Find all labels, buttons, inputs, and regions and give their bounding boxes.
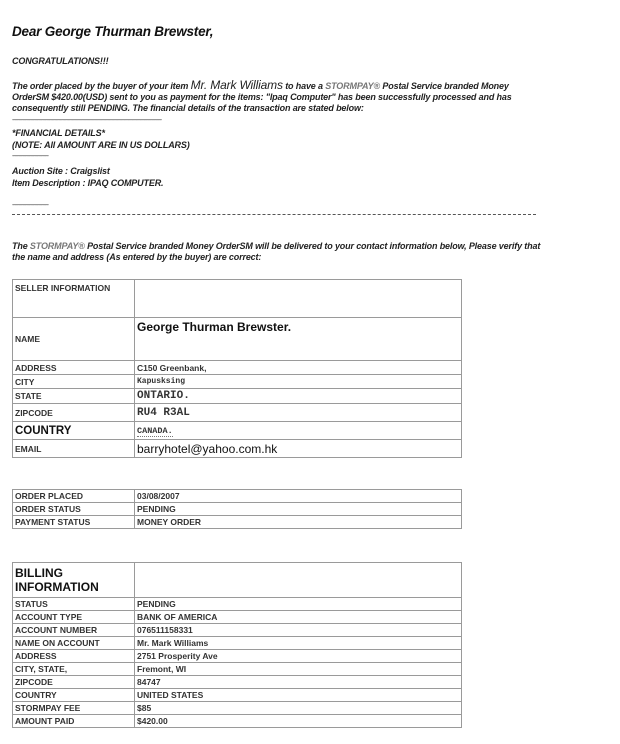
verify-paragraph-line1 bbox=[12, 241, 617, 252]
table-value: 03/08/2007 bbox=[135, 490, 462, 503]
order-status-table bbox=[12, 489, 462, 529]
financial-details-title: *FINANCIAL DETAILS* bbox=[12, 128, 105, 138]
divider-dashes: --------------------------- bbox=[12, 153, 48, 160]
table-label: STORMPAY FEE bbox=[13, 702, 135, 715]
seller-name-value: George Thurman Brewster. bbox=[135, 318, 462, 361]
table-value: Mr. Mark Williams bbox=[135, 637, 462, 650]
greeting: Dear George Thurman Brewster, bbox=[12, 24, 214, 39]
table-row bbox=[13, 563, 462, 598]
order-paragraph-line1 bbox=[12, 80, 612, 92]
table-row bbox=[13, 490, 462, 503]
table-label: EMAIL bbox=[13, 440, 135, 458]
table-label: ACCOUNT TYPE bbox=[13, 611, 135, 624]
divider-dashes: --------------------------- bbox=[12, 202, 48, 209]
table-label: COUNTRY bbox=[13, 689, 135, 702]
table-value: 076511158331 bbox=[135, 624, 462, 637]
table-label: ADDRESS bbox=[13, 361, 135, 375]
billing-info-header: BILLING INFORMATION bbox=[13, 563, 135, 598]
verify-text-a: The bbox=[12, 241, 28, 251]
table-value: C150 Greenbank, bbox=[135, 361, 462, 375]
table-row bbox=[13, 663, 462, 676]
table-row bbox=[13, 676, 462, 689]
brand-name: STORMPAY® bbox=[325, 81, 381, 91]
table-row bbox=[13, 375, 462, 389]
table-value: Fremont, WI bbox=[135, 663, 462, 676]
table-value: $420.00 bbox=[135, 715, 462, 728]
email-value: barryhotel@yahoo.com.hk bbox=[135, 440, 462, 458]
billing-info-table bbox=[12, 562, 462, 728]
table-row bbox=[13, 637, 462, 650]
table-row bbox=[13, 318, 462, 361]
table-label: AMOUNT PAID bbox=[13, 715, 135, 728]
table-value: UNITED STATES bbox=[135, 689, 462, 702]
table-value: MONEY ORDER bbox=[135, 516, 462, 529]
table-label: COUNTRY bbox=[13, 422, 135, 440]
table-label: CITY, STATE, bbox=[13, 663, 135, 676]
table-cell bbox=[135, 280, 462, 318]
table-value: BANK OF AMERICA bbox=[135, 611, 462, 624]
table-row bbox=[13, 598, 462, 611]
table-label: ORDER STATUS bbox=[13, 503, 135, 516]
table-row bbox=[13, 422, 462, 440]
country-value: CANADA. bbox=[137, 425, 173, 436]
table-label: ADDRESS bbox=[13, 650, 135, 663]
table-label: ZIPCODE bbox=[13, 404, 135, 422]
table-row bbox=[13, 624, 462, 637]
table-row bbox=[13, 702, 462, 715]
table-label: ORDER PLACED bbox=[13, 490, 135, 503]
table-label: ZIPCODE bbox=[13, 676, 135, 689]
table-value: 84747 bbox=[135, 676, 462, 689]
order-paragraph-line2: OrderSM $420.00(USD) sent to you as payment for the items: "Ipaq Computer" has been successfully processed and has bbox=[12, 92, 512, 102]
table-row bbox=[13, 715, 462, 728]
table-value: PENDING bbox=[135, 503, 462, 516]
table-value: 2751 Prosperity Ave bbox=[135, 650, 462, 663]
table-label: NAME bbox=[13, 318, 135, 361]
table-row bbox=[13, 404, 462, 422]
table-label: CITY bbox=[13, 375, 135, 389]
seller-info-header: SELLER INFORMATION bbox=[13, 280, 135, 318]
table-row bbox=[13, 361, 462, 375]
divider-line bbox=[12, 214, 536, 215]
table-row bbox=[13, 503, 462, 516]
table-label: NAME ON ACCOUNT bbox=[13, 637, 135, 650]
table-value: RU4 R3AL bbox=[135, 404, 462, 422]
table-label: STATE bbox=[13, 389, 135, 404]
divider-dashes: ---------------------------------------------------------------------------------------------------------------- bbox=[12, 117, 162, 124]
table-value bbox=[135, 422, 462, 440]
table-row bbox=[13, 689, 462, 702]
table-row bbox=[13, 650, 462, 663]
auction-site: Auction Site : Craigslist bbox=[12, 166, 110, 176]
seller-info-table bbox=[12, 279, 462, 458]
order-paragraph-line3: consequently still PENDING. The financial details of the transaction are stated below: bbox=[12, 103, 364, 113]
verify-text-b: Postal Service branded Money OrderSM will be delivered to your contact information below, Please verify that bbox=[87, 241, 541, 251]
table-value: Kapusksing bbox=[135, 375, 462, 389]
order-text-b: to have a bbox=[285, 81, 323, 91]
order-paragraph bbox=[12, 80, 612, 114]
table-label: STATUS bbox=[13, 598, 135, 611]
table-row bbox=[13, 389, 462, 404]
table-row bbox=[13, 440, 462, 458]
item-description: Item Description : IPAQ COMPUTER. bbox=[12, 178, 164, 188]
table-value: ONTARIO. bbox=[135, 389, 462, 404]
table-row bbox=[13, 280, 462, 318]
table-label: ACCOUNT NUMBER bbox=[13, 624, 135, 637]
congratulations: CONGRATULATIONS!!! bbox=[12, 56, 109, 66]
verify-paragraph bbox=[12, 241, 617, 263]
order-text-a: The order placed by the buyer of your item bbox=[12, 81, 189, 91]
table-row bbox=[13, 516, 462, 529]
table-cell bbox=[135, 563, 462, 598]
verify-paragraph-line2: the name and address (As entered by the buyer) are correct: bbox=[12, 252, 262, 262]
table-value: PENDING bbox=[135, 598, 462, 611]
table-value: $85 bbox=[135, 702, 462, 715]
table-row bbox=[13, 611, 462, 624]
order-text-c: Postal Service branded Money bbox=[382, 81, 509, 91]
financial-details-note: (NOTE: All AMOUNT ARE IN US DOLLARS) bbox=[12, 140, 190, 150]
brand-name: STORMPAY® bbox=[29, 241, 85, 251]
buyer-name: Mr. Mark Williams bbox=[190, 78, 283, 92]
table-label: PAYMENT STATUS bbox=[13, 516, 135, 529]
